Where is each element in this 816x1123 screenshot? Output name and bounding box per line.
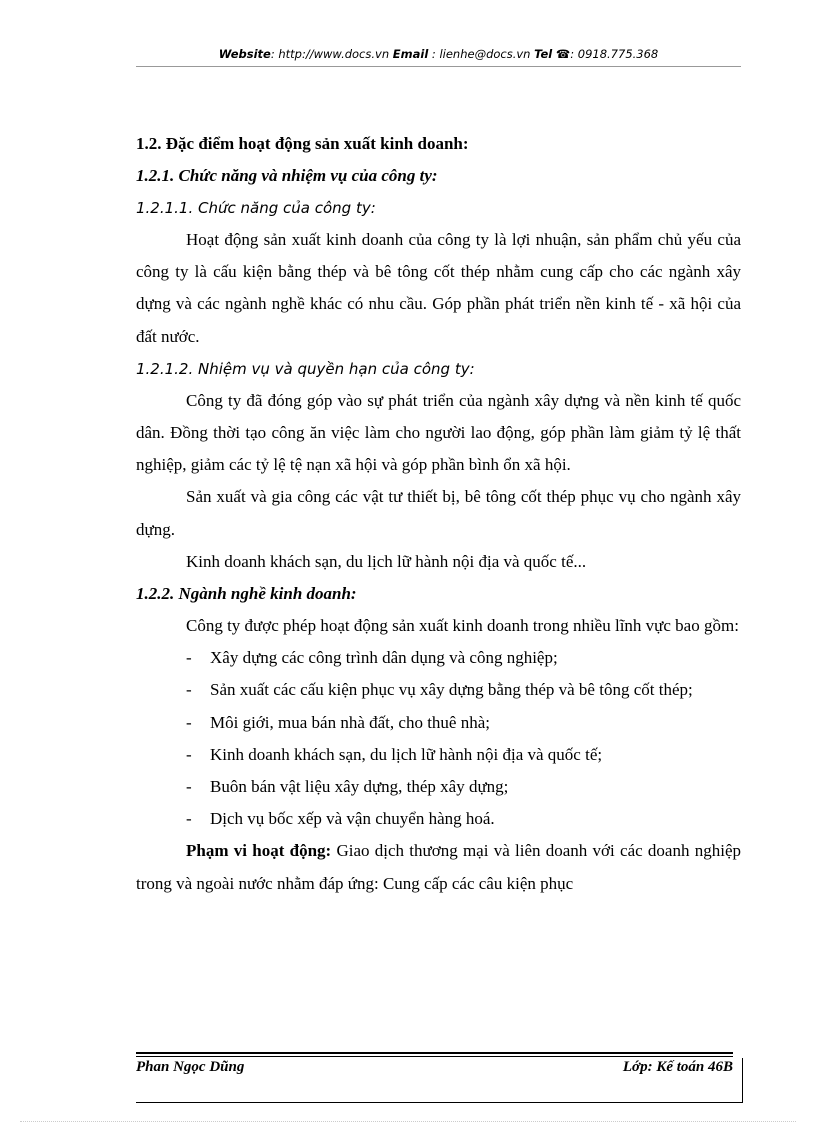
website-value: : http://www.docs.vn	[270, 47, 390, 61]
paragraph-pham-vi	[136, 835, 741, 899]
tel-value: : 0918.775.368	[570, 47, 659, 61]
bullet-dash: -	[186, 712, 192, 732]
heading-1-2-1-1: 1.2.1.1. Chức năng của công ty:	[136, 199, 376, 217]
page-edge-dotted	[20, 1121, 796, 1122]
list-item-text: Kinh doanh khách sạn, du lịch lữ hành nội địa và quốc tế;	[210, 744, 603, 764]
bullet-dash: -	[186, 777, 192, 797]
footer-divider-thick	[136, 1052, 733, 1054]
page-header	[136, 47, 741, 67]
heading-1-2-2: 1.2.2. Ngành nghề kinh doanh:	[136, 584, 357, 604]
paragraph-nganh-nghe: Công ty được phép hoạt động sản xuất kinh doanh trong nhiều lĩnh vực bao gồm:	[186, 616, 739, 636]
document-body	[136, 128, 741, 900]
page-border-bottom	[136, 1102, 743, 1103]
page-border-right	[742, 1058, 743, 1102]
paragraph-nhiem-vu-3: Kinh doanh khách sạn, du lịch lữ hành nội địa và quốc tế...	[186, 551, 587, 571]
heading-1-2-1: 1.2.1. Chức năng và nhiệm vụ của công ty:	[136, 166, 438, 185]
footer-class: Lớp: Kế toán 46B	[622, 1059, 733, 1075]
list-item-text: Môi giới, mua bán nhà đất, cho thuê nhà;	[210, 712, 490, 732]
pham-vi-label: Phạm vi hoạt động:	[186, 841, 332, 861]
bullet-dash: -	[186, 648, 192, 668]
list-item	[136, 642, 741, 674]
list-item	[136, 803, 741, 835]
email-label: Email	[392, 47, 429, 61]
heading-1-2: 1.2. Đặc điểm hoạt động sản xuất kinh doanh:	[136, 134, 469, 153]
paragraph-nhiem-vu-2: Sản xuất và gia công các vật tư thiết bị, bê tông cốt thép phục vụ cho ngành xây dựng.	[136, 487, 741, 539]
bullet-dash: -	[186, 744, 192, 764]
heading-1-2-1-2: 1.2.1.2. Nhiệm vụ và quyền hạn của công ty:	[136, 359, 475, 378]
footer-author: Phan Ngọc Dũng	[136, 1059, 245, 1075]
pham-vi-text: Giao dịch thương mại và liên doanh với các doanh nghiệp trong và ngoài nước nhằm đáp ứng: Cung cấp các câu kiện phục	[136, 841, 741, 893]
list-item-text: Xây dựng các công trình dân dụng và công nghiệp;	[210, 648, 558, 668]
list-item	[136, 674, 741, 706]
list-item-text: Dịch vụ bốc xếp và vận chuyển hàng hoá.	[210, 809, 495, 829]
page-footer	[136, 1056, 733, 1078]
bullet-dash: -	[186, 809, 192, 829]
website-label: Website	[218, 47, 271, 61]
header-divider	[136, 66, 741, 67]
list-item-text: Sản xuất các cấu kiện phục vụ xây dựng bằng thép và bê tông cốt thép;	[210, 680, 693, 700]
bullet-dash: -	[186, 680, 192, 700]
list-item	[136, 771, 741, 803]
list-item	[136, 739, 741, 771]
phone-icon: ☎	[555, 47, 571, 61]
tel-label: Tel	[534, 47, 553, 61]
paragraph-chuc-nang: Hoạt động sản xuất kinh doanh của công ty là lợi nhuận, sản phẩm chủ yếu của công ty là cấu kiện bằng thép và bê tông cốt thép nhằm cung cấp cho các ngành xây dựng và các ngành nghề khác có nhu cầu. Góp phần phát triển nền kinh tế - xã hội của đất nước.	[136, 230, 741, 346]
list-item	[136, 707, 741, 739]
email-value: : lienhe@docs.vn	[431, 47, 531, 61]
list-item-text: Buôn bán vật liệu xây dựng, thép xây dựng;	[210, 777, 509, 797]
paragraph-nhiem-vu-1: Công ty đã đóng góp vào sự phát triển của ngành xây dựng và nền kinh tế quốc dân. Đồng thời tạo công ăn việc làm cho người lao động, góp phần làm giảm tỷ lệ thất nghiệp, giảm các tỷ lệ tệ nạn xã hội và góp phần bình ổn xã hội.	[136, 390, 741, 475]
